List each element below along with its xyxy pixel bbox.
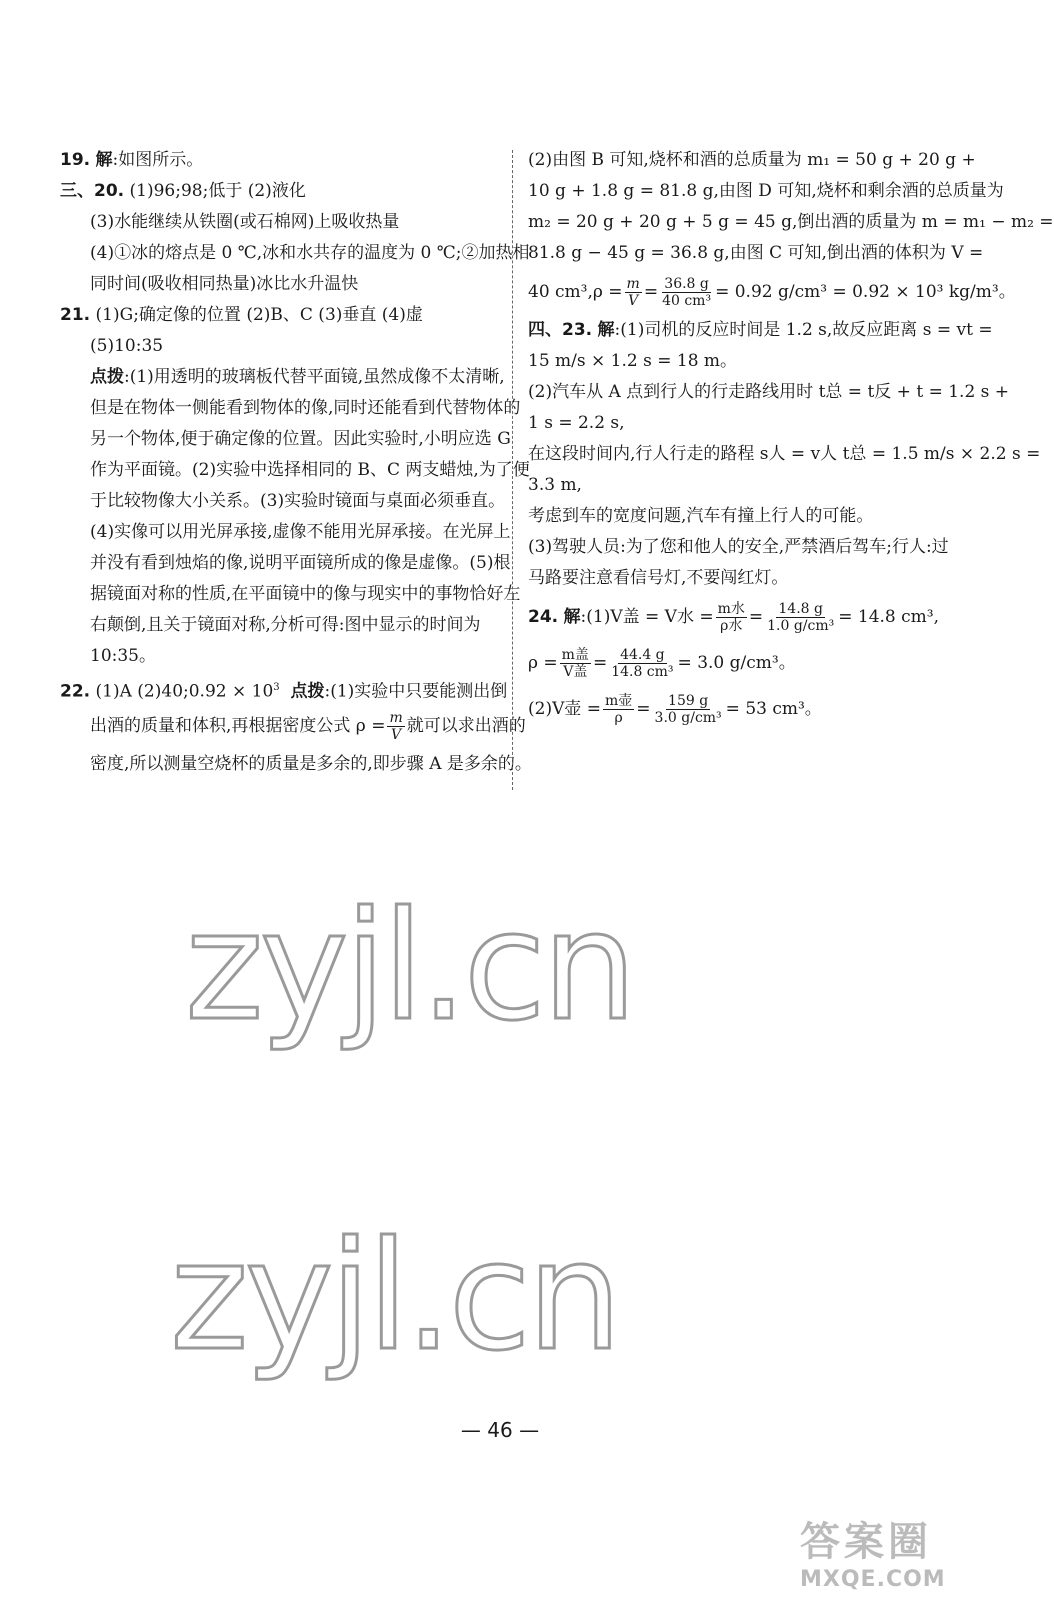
- q24-eq-1: =: [748, 606, 764, 627]
- rho-fraction-numerator: m: [626, 275, 640, 292]
- section-3-prefix: 三、: [60, 181, 94, 201]
- q21-tip-line7: 并没有看到烛焰的像,说明平面镜所成的像是虚像。(5)根: [90, 553, 511, 573]
- q23-line6: 3.3 m,: [528, 475, 582, 495]
- q21-tip-line5: 于比较物像大小关系。(3)实验时镜面与桌面必须垂直。: [90, 491, 506, 511]
- q24-eq-2: =: [592, 652, 608, 673]
- corner-logo-text: 答案圈: [800, 1519, 932, 1565]
- q24-fraction-2-denominator: 1.0 g/cm³: [767, 617, 835, 634]
- left-column: [60, 145, 532, 780]
- r-line2: 10 g + 1.8 g = 81.8 g,由图 D 可知,烧杯和剩余酒的总质量为: [528, 181, 1004, 201]
- q21-tip-line8: 据镜面对称的性质,在平面镜中的像与现实中的事物恰好左: [90, 584, 521, 604]
- q24-text3: (2)V壶 =: [528, 698, 602, 719]
- q24-fraction-3: [560, 647, 591, 680]
- q24-fraction-6: [653, 693, 724, 726]
- q22-line2-b: 就可以求出酒的: [406, 715, 526, 736]
- q24-fraction-3-numerator: m盖: [561, 646, 589, 663]
- q21-tip-line2: 但是在物体一侧能看到物体的像,同时还能看到代替物体的: [90, 398, 521, 418]
- q24-number: 24.: [528, 606, 559, 627]
- q23-number: 23.: [562, 320, 593, 340]
- r-line5-eq: =: [643, 281, 659, 302]
- rho-value-denominator: 40 cm³: [662, 292, 712, 309]
- r-line1: (2)由图 B 可知,烧杯和酒的总质量为 m₁ = 50 g + 20 g +: [528, 150, 976, 170]
- q24-fraction-5-denominator: ρ: [614, 709, 623, 726]
- q24-fraction-1-denominator: ρ水: [720, 617, 743, 634]
- q22-line2: [60, 703, 526, 749]
- q22-line2-a: 出酒的质量和体积,再根据密度公式 ρ =: [90, 715, 386, 736]
- q24-result-2: = 3.0 g/cm³。: [677, 652, 796, 673]
- q19-label: 解: [95, 150, 113, 170]
- q24-fraction-4-denominator: 14.8 cm³: [611, 663, 674, 680]
- rho-fraction-denominator: V: [628, 292, 639, 309]
- q21-tip-text1: :(1)用透明的玻璃板代替平面镜,虽然成像不太清晰,: [124, 367, 505, 387]
- rho-value-fraction: [660, 276, 713, 309]
- q24-line3: [528, 686, 940, 732]
- column-divider: [512, 150, 513, 790]
- q23-text1: :(1)司机的反应时间是 1.2 s,故反应距离 s = vt =: [614, 320, 993, 340]
- q23-line9: 马路要注意看信号灯,不要闯红灯。: [528, 568, 789, 588]
- q24-eq-3: =: [636, 698, 651, 719]
- q24-fraction-2-numerator: 14.8 g: [778, 600, 823, 617]
- q24-result-3: = 53 cm³。: [725, 698, 822, 719]
- q22-line3: 密度,所以测量空烧杯的质量是多余的,即步骤 A 是多余的。: [90, 754, 532, 774]
- density-formula-numerator: m: [389, 709, 403, 726]
- q22-answer: (1)A (2)40;0.92 × 10: [95, 681, 274, 702]
- q19: [60, 145, 500, 176]
- r-line5: [528, 269, 1016, 315]
- q20: [60, 176, 500, 207]
- q23: [528, 315, 993, 346]
- q24-text2: ρ =: [528, 652, 558, 673]
- q21-tip-line6: (4)实像可以用光屏承接,虚像不能用光屏承接。在光屏上: [90, 522, 511, 542]
- q21-tip-line9: 右颠倒,且关于镜面对称,分析可得:图中显示的时间为: [90, 615, 481, 635]
- q24-result-1: = 14.8 cm³,: [838, 606, 940, 627]
- section-4-prefix: 四、: [528, 320, 562, 340]
- q22-answer-exponent: 3: [273, 682, 280, 693]
- q24-fraction-1-numerator: m水: [717, 600, 745, 617]
- q22-tip-text1: :(1)实验中只要能测出倒: [324, 681, 508, 702]
- q20-text: (1)96;98;低于 (2)液化: [129, 181, 306, 201]
- q20-number: 20.: [94, 181, 125, 201]
- q22-tip-label: 点拨: [290, 681, 325, 702]
- q20-line2: (3)水能继续从铁圈(或石棉网)上吸收热量: [90, 212, 400, 232]
- q24-fraction-4: [609, 647, 675, 680]
- rho-fraction: [625, 276, 642, 309]
- q20-line4: 同时间(吸收相同热量)冰比水升温快: [90, 274, 359, 294]
- q24-fraction-3-denominator: V盖: [563, 663, 588, 680]
- corner-logo-url: MXQE.COM: [800, 1567, 946, 1592]
- q23-line2: 15 m/s × 1.2 s = 18 m。: [528, 351, 738, 371]
- right-column: [528, 145, 1054, 732]
- q19-text: :如图所示。: [112, 150, 204, 170]
- q24-line2: [528, 640, 940, 686]
- q19-number: 19.: [60, 150, 91, 170]
- q23-line5: 在这段时间内,行人行走的路程 s人 = v人 t总 = 1.5 m/s × 2.2 s =: [528, 444, 1041, 464]
- q24-fraction-6-denominator: 3.0 g/cm³: [654, 709, 722, 726]
- q21-tip-line4: 作为平面镜。(2)实验中选择相同的 B、C 两支蜡烛,为了便: [90, 460, 530, 480]
- r-line4: 81.8 g − 45 g = 36.8 g,由图 C 可知,倒出酒的体积为 V =: [528, 243, 984, 263]
- q21-tip-label: 点拨: [90, 367, 124, 387]
- q23-line7: 考虑到车的宽度问题,汽车有撞上行人的可能。: [528, 506, 874, 526]
- rho-value-numerator: 36.8 g: [664, 275, 709, 292]
- q21-tip-line1: [60, 362, 505, 393]
- q20-line3: (4)①冰的熔点是 0 ℃,冰和水共存的温度为 0 ℃;②加热相: [90, 243, 530, 263]
- q21-tip-line3: 另一个物体,便于确定像的位置。因此实验时,小明应选 G: [90, 429, 511, 449]
- q24-text1: :(1)V盖 = V水 =: [580, 606, 714, 627]
- q21: [60, 300, 500, 331]
- r-line5-a: 40 cm³,ρ =: [528, 281, 623, 302]
- q24-fraction-1: [716, 601, 747, 634]
- q22-number: 22.: [60, 681, 91, 702]
- q24-label: 解: [563, 606, 581, 627]
- r-line3: m₂ = 20 g + 20 g + 5 g = 45 g,倒出酒的质量为 m = m₁ − m₂ =: [528, 212, 1054, 232]
- r-line5-b: = 0.92 g/cm³ = 0.92 × 10³ kg/m³。: [715, 281, 1016, 302]
- q23-label: 解: [597, 320, 615, 340]
- watermark-lower: zyjl.cn: [170, 1210, 619, 1384]
- q24-fraction-5: [603, 693, 634, 726]
- q24-fraction-5-numerator: m壶: [605, 692, 633, 709]
- q23-line4: 1 s = 2.2 s,: [528, 413, 625, 433]
- q21-number: 21.: [60, 305, 91, 325]
- q21-text: (1)G;确定像的位置 (2)B、C (3)垂直 (4)虚: [95, 305, 423, 325]
- watermark-upper: zyjl.cn: [185, 880, 634, 1054]
- page-number: — 46 —: [460, 1418, 540, 1442]
- q24-line1: [528, 594, 940, 640]
- q23-line3: (2)汽车从 A 点到行人的行走路线用时 t总 = t反 + t = 1.2 s +: [528, 382, 1010, 402]
- q22: [60, 672, 508, 703]
- q24-fraction-2: [765, 601, 836, 634]
- q21-line2: (5)10:35: [90, 336, 164, 356]
- corner-logo: [800, 1510, 990, 1590]
- density-formula-fraction: [387, 710, 404, 743]
- q21-tip-line10: 10:35。: [90, 646, 156, 666]
- q23-line8: (3)驾驶人员:为了您和他人的安全,严禁酒后驾车;行人:过: [528, 537, 949, 557]
- q24-fraction-4-numerator: 44.4 g: [620, 646, 665, 663]
- q24-fraction-6-numerator: 159 g: [668, 692, 709, 709]
- density-formula-denominator: V: [391, 726, 402, 743]
